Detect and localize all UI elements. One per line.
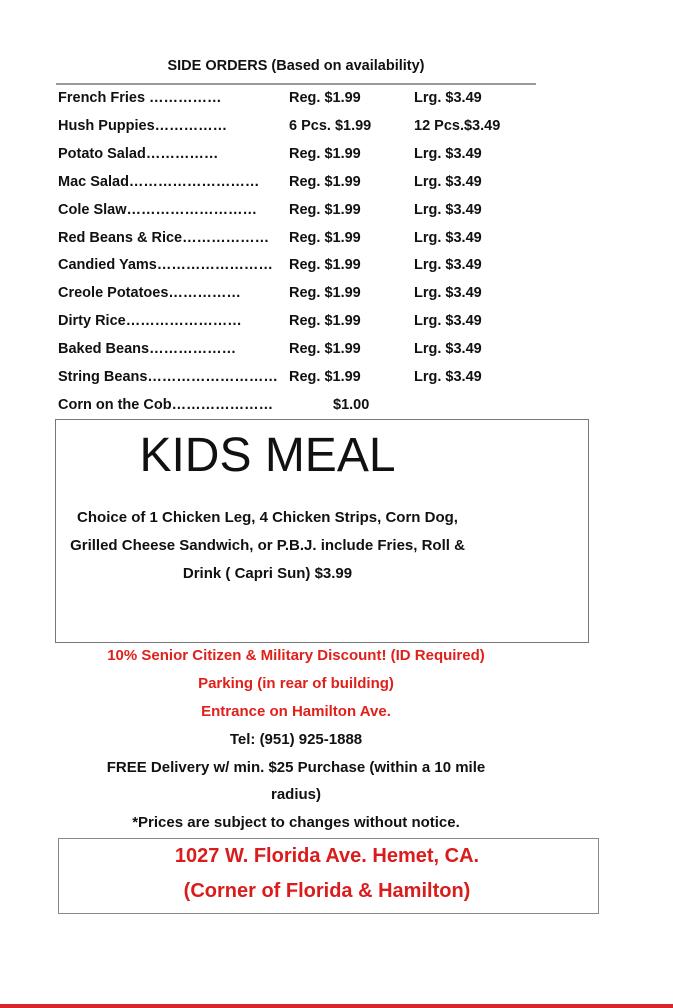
large-price: 12 Pcs.$3.49 bbox=[414, 117, 501, 134]
large-price: Lrg. $3.49 bbox=[414, 229, 482, 246]
side-order-row bbox=[58, 337, 558, 361]
item-name: Candied Yams…………………… bbox=[58, 257, 273, 274]
large-price: Lrg. $3.49 bbox=[414, 341, 482, 358]
large-price: Lrg. $3.49 bbox=[414, 201, 482, 218]
regular-price: $1.00 bbox=[333, 396, 370, 413]
large-price: Lrg. $3.49 bbox=[414, 285, 482, 302]
item-name: Red Beans & Rice……………… bbox=[58, 229, 270, 246]
side-order-row bbox=[58, 170, 558, 194]
side-order-row bbox=[58, 253, 558, 277]
side-order-row bbox=[58, 365, 558, 389]
item-name: Dirty Rice…………………… bbox=[58, 313, 242, 330]
regular-price: Reg. $1.99 bbox=[289, 285, 361, 302]
discount-text: 10% Senior Citizen & Military Discount! (ID Required) bbox=[107, 647, 485, 664]
bottom-border bbox=[0, 1004, 673, 1008]
price-notice: *Prices are subject to changes without notice. bbox=[132, 814, 460, 831]
regular-price: Reg. $1.99 bbox=[289, 229, 361, 246]
item-name: String Beans……………………… bbox=[58, 369, 278, 385]
address-line-2: (Corner of Florida & Hamilton) bbox=[183, 880, 471, 902]
item-name: Cole Slaw……………………… bbox=[58, 201, 257, 218]
side-order-row bbox=[58, 226, 558, 250]
regular-price: Reg. $1.99 bbox=[289, 201, 361, 218]
entrance-text: Entrance on Hamilton Ave. bbox=[201, 703, 391, 720]
delivery-text: FREE Delivery w/ min. $25 Purchase (within a 10 mile bbox=[106, 759, 486, 776]
item-name: Potato Salad…………… bbox=[58, 145, 219, 162]
item-name: Creole Potatoes…………… bbox=[58, 285, 241, 302]
item-name: Baked Beans……………… bbox=[58, 341, 237, 358]
large-price: Lrg. $3.49 bbox=[414, 257, 482, 274]
item-name: Mac Salad……………………… bbox=[58, 173, 260, 190]
item-name: French Fries …………… bbox=[58, 90, 222, 106]
regular-price: Reg. $1.99 bbox=[289, 90, 361, 106]
large-price: Lrg. $3.49 bbox=[414, 145, 482, 162]
delivery-text-cont: radius) bbox=[270, 786, 321, 803]
side-order-row bbox=[58, 86, 558, 110]
large-price: Lrg. $3.49 bbox=[414, 369, 482, 385]
regular-price: Reg. $1.99 bbox=[289, 257, 361, 274]
kids-meal-title: KIDS MEAL bbox=[139, 429, 396, 482]
regular-price: Reg. $1.99 bbox=[289, 341, 361, 358]
regular-price: Reg. $1.99 bbox=[289, 369, 361, 385]
regular-price: Reg. $1.99 bbox=[289, 313, 361, 330]
header-divider bbox=[56, 83, 536, 85]
side-orders-title: SIDE ORDERS (Based on availability) bbox=[167, 58, 425, 74]
kids-meal-description: Choice of 1 Chicken Leg, 4 Chicken Strips, Corn Dog, Grilled Cheese Sandwich, or P.B.J. include Fries, Roll & Drink ( Capri Sun) $3.99 bbox=[70, 509, 465, 582]
side-order-row bbox=[58, 309, 558, 333]
telephone: Tel: (951) 925-1888 bbox=[229, 731, 363, 748]
side-order-row bbox=[58, 393, 558, 417]
regular-price: Reg. $1.99 bbox=[289, 145, 361, 162]
regular-price: Reg. $1.99 bbox=[289, 173, 361, 190]
side-order-row bbox=[58, 114, 558, 138]
item-name: Hush Puppies…………… bbox=[58, 117, 228, 134]
large-price: Lrg. $3.49 bbox=[414, 90, 482, 106]
regular-price: 6 Pcs. $1.99 bbox=[289, 117, 372, 134]
side-order-row bbox=[58, 198, 558, 222]
large-price: Lrg. $3.49 bbox=[414, 313, 482, 330]
item-name: Corn on the Cob………………… bbox=[58, 396, 274, 413]
large-price: Lrg. $3.49 bbox=[414, 173, 482, 190]
side-order-row bbox=[58, 142, 558, 166]
side-order-row bbox=[58, 281, 558, 305]
address-line-1: 1027 W. Florida Ave. Hemet, CA. bbox=[174, 845, 480, 867]
parking-text: Parking (in rear of building) bbox=[198, 675, 394, 692]
